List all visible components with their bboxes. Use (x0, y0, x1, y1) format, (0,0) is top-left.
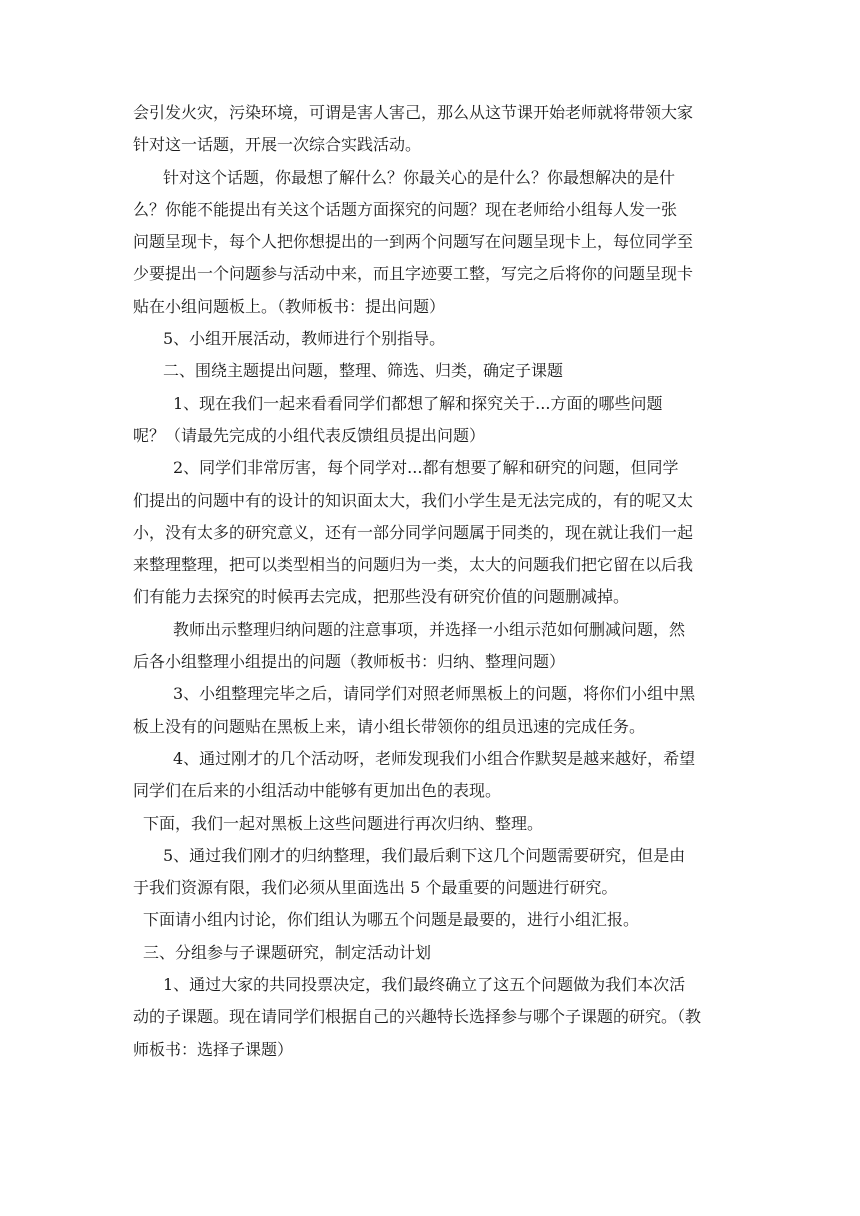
text-line: 二、围绕主题提出问题，整理、筛选、归类，确定子课题 (163, 361, 564, 381)
text-line: 针对这个话题，你最想了解什么？你最关心的是什么？你最想解决的是什 (163, 167, 676, 187)
paragraph (133, 485, 743, 614)
text-line: 针对这一话题，开展一次综合实践活动。 (133, 135, 422, 155)
text-line: 会引发火灾，污染环境，可谓是害人害己，那么从这节课开始老师就将带领大家 (133, 103, 694, 122)
paragraph (133, 1001, 743, 1066)
text-line: 动的子课题。现在请同学们根据自己的兴趣特长选择参与哪个子课题的研究。（教 (133, 1007, 702, 1027)
text-line: 呢？（请最先完成的小组代表反馈组员提出问题） (133, 425, 486, 445)
paragraph (133, 775, 743, 807)
text-line: 5、小组开展活动，教师进行个别指导。 (163, 329, 446, 349)
text-line: 三、分组参与子课题研究，制定活动计划 (143, 942, 432, 962)
paragraph (133, 808, 743, 840)
paragraph (133, 97, 743, 162)
text-line: 小，没有太多的研究意义，还有一部分同学问题属于同类的，现在就让我们一起 (133, 522, 694, 542)
text-line: 师板书：选择子课题） (133, 1039, 294, 1059)
paragraph (133, 872, 743, 904)
text-line: 贴在小组问题板上。（教师板书：提出问题） (133, 296, 446, 316)
text-line: 少要提出一个问题参与活动中来，而且字迹要工整，写完之后将你的问题呈现卡 (133, 264, 694, 284)
text-line: 问题呈现卡，每个人把你想提出的一到两个问题写在问题呈现卡上，每位同学至 (133, 232, 694, 252)
paragraph (133, 388, 743, 420)
text-line: 同学们在后来的小组活动中能够有更加出色的表现。 (133, 781, 502, 801)
text-line: 3、小组整理完毕之后，请同学们对照老师黑板上的问题，将你们小组中黑 (173, 684, 696, 704)
document-body (133, 97, 743, 1066)
text-line: 来整理整理，把可以类型相当的问题归为一类，太大的问题我们把它留在以后我 (133, 555, 694, 575)
text-line: 下面请小组内讨论，你们组认为哪五个问题是最要的，进行小组汇报。 (143, 910, 640, 930)
paragraph (133, 614, 743, 646)
paragraph (133, 969, 743, 1001)
paragraph (133, 678, 743, 710)
text-line: 2、同学们非常厉害，每个同学对...都有想要了解和研究的问题，但同学 (173, 458, 679, 478)
text-line: 1、现在我们一起来看看同学们都想了解和探究关于...方面的哪些问题 (173, 393, 663, 413)
paragraph (133, 452, 743, 484)
paragraph (133, 646, 743, 678)
paragraph (133, 904, 743, 936)
paragraph (133, 194, 743, 323)
text-line: 4、通过刚才的几个活动呀，老师发现我们小组合作默契是越来越好，希望 (173, 748, 696, 768)
paragraph (133, 420, 743, 452)
text-line: 们提出的问题中有的设计的知识面太大，我们小学生是无法完成的，有的呢又太 (133, 490, 694, 510)
text-line: 教师出示整理归纳问题的注意事项，并选择一小组示范如何删减问题，然 (173, 619, 686, 639)
text-line: 板上没有的问题贴在黑板上来，请小组长带领你的组员迅速的完成任务。 (133, 716, 646, 736)
text-line: 后各小组整理小组提出的问题（教师板书：归纳、整理问题） (133, 652, 566, 672)
text-line: 下面，我们一起对黑板上这些问题进行再次归纳、整理。 (143, 813, 544, 833)
text-line: 5、通过我们刚才的归纳整理，我们最后剩下这几个问题需要研究，但是由 (163, 845, 686, 865)
paragraph (133, 323, 743, 355)
text-line: 1、通过大家的共同投票决定，我们最终确立了这五个问题做为我们本次活 (163, 975, 686, 995)
paragraph (133, 743, 743, 775)
paragraph (133, 162, 743, 194)
text-line: 于我们资源有限，我们必须从里面选出 5 个最重要的问题进行研究。 (133, 878, 618, 898)
paragraph (133, 840, 743, 872)
text-line: 们有能力去探究的时候再去完成，把那些没有研究价值的问题删减掉。 (133, 587, 630, 607)
paragraph (133, 711, 743, 743)
text-line: 么？你能不能提出有关这个话题方面探究的问题？现在老师给小组每人发一张 (133, 199, 678, 219)
paragraph (133, 355, 743, 387)
paragraph (133, 937, 743, 969)
